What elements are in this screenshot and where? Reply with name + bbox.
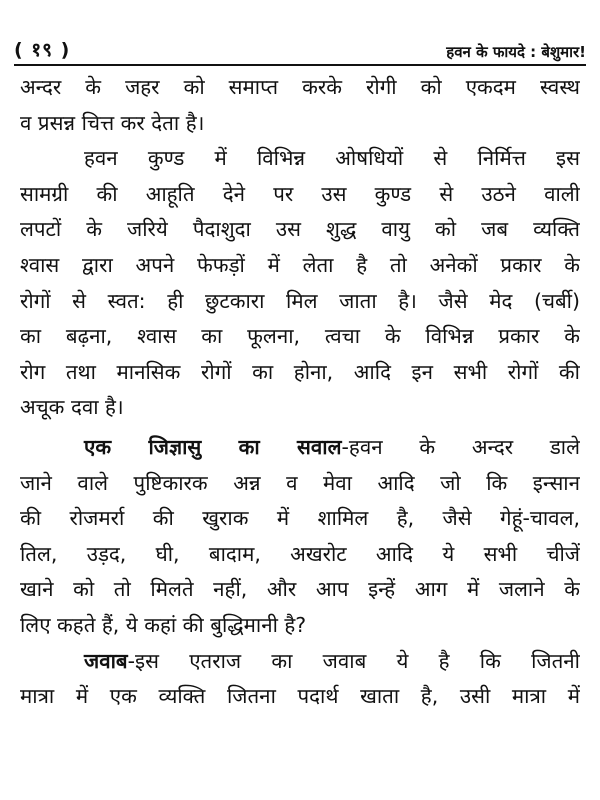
text-line: सामग्री की आहूति देने पर उस कुण्ड से उठने वाली bbox=[20, 181, 580, 206]
header-rule bbox=[14, 64, 586, 66]
text-line: लपटों के जरिये पैदाशुदा उस शुद्ध वायु को जब व्यक्ति bbox=[20, 217, 580, 242]
answer-heading: जवाब bbox=[84, 648, 128, 673]
paragraph-2 bbox=[20, 141, 580, 426]
text-line: अचूक दवा है। bbox=[20, 395, 124, 420]
page-number: ( १९ ) bbox=[14, 39, 71, 61]
text-line: श्वास द्वारा अपने फेफड़ों में लेता है तो अनेकों प्रकार के bbox=[20, 252, 580, 277]
text-line: रोगों से स्वत: ही छुटकारा मिल जाता है। जैसे मेद (चर्बी) bbox=[20, 288, 580, 313]
text-line bbox=[20, 430, 580, 466]
body-text bbox=[20, 70, 580, 715]
text-line: रोग तथा मानसिक रोगों का होना, आदि इन सभी रोगों की bbox=[20, 359, 580, 384]
text-line: हवन कुण्ड में विभिन्न ओषधियों से निर्मित्त इस bbox=[84, 146, 580, 171]
text-line: का बढ़ना, श्वास का फूलना, त्वचा के विभिन्न प्रकार के bbox=[20, 324, 580, 349]
paragraph-1 bbox=[20, 70, 580, 141]
text-line: मात्रा में एक व्यक्ति जितना पदार्थ खाता है, उसी मात्रा में bbox=[20, 684, 580, 709]
text-line: की रोजमर्रा की खुराक में शामिल है, जैसे गेहूं-चावल, bbox=[20, 506, 580, 531]
page-header bbox=[14, 34, 586, 62]
paragraph-4 bbox=[20, 644, 580, 715]
text-line: तिल, उड़द, घी, बादाम, अखरोट आदि ये सभी चीजें bbox=[20, 541, 580, 566]
text-fragment: -इस एतराज का जवाब ये है कि जितनी bbox=[127, 648, 580, 673]
text-fragment: -हवन के अन्दर डाले bbox=[341, 434, 580, 459]
running-title: हवन के फायदे : बेशुमार! bbox=[446, 43, 586, 61]
question-heading: एक जिज्ञासु का सवाल bbox=[84, 434, 342, 459]
text-line bbox=[20, 644, 580, 680]
text-line: लिए कहते हैं, ये कहां की बुद्धिमानी है? bbox=[20, 612, 307, 637]
text-line: खाने को तो मिलते नहीं, और आप इन्हें आग में जलाने के bbox=[20, 577, 580, 602]
text-line: व प्रसन्न चित्त कर देता है। bbox=[20, 110, 205, 135]
text-line: जाने वाले पुष्टिकारक अन्न व मेवा आदि जो कि इन्सान bbox=[20, 470, 580, 495]
paragraph-3 bbox=[20, 430, 580, 644]
text-line: अन्दर के जहर को समाप्त करके रोगी को एकदम स्वस्थ bbox=[20, 75, 580, 99]
